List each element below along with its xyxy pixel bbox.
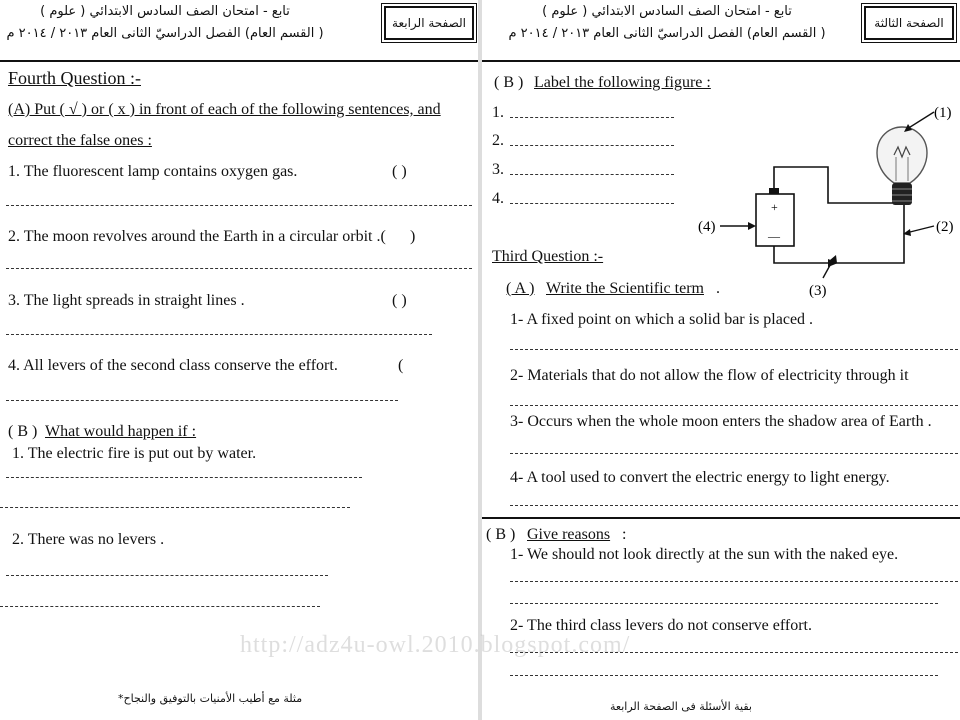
left-header [0,0,478,62]
tf-item-2: 2. The moon revolves around the Earth in a circular orbit .( [8,228,386,245]
answer-line [510,405,958,406]
header-rule [0,60,478,62]
tf-item-3: 3. The light spreads in straight lines . [8,292,245,309]
part-a-label: ( A ) [506,280,535,297]
part-a-title-dot: . [716,280,720,297]
tf-bracket-2: ) [410,228,416,245]
what-if-item-2: 2. There was no levers . [12,531,165,548]
what-if-item-1: 1. The electric fire is put out by water. [12,445,257,462]
label-line-2: 2. [492,132,504,149]
section-rule [482,517,960,519]
tf-bracket-3: ( ) [392,292,407,309]
reasons-title-colon: : [622,526,627,543]
answer-line [510,203,674,204]
answer-line [6,400,398,401]
answer-line [510,505,958,506]
page-label-box: الصفحة الثالثة [864,6,954,40]
figure-label-3: (3) [809,283,827,299]
reasons-part-label: ( B ) [486,526,516,543]
watermark-url: http://adz4u-owl.2010.blogspot.com/ [240,632,631,658]
tf-item-4: 4. All levers of the second class conserve the effort. [8,357,338,374]
header-rule [482,60,960,62]
header-line-2: ( القسم العام) الفصل الدراسيّ الثانى العام ٢٠١٣ / ٢٠١٤ م [508,26,826,41]
battery-minus-sign: — [768,229,780,243]
battery-icon [756,188,794,246]
label-line-3: 3. [492,161,504,178]
term-item-2: 2- Materials that do not allow the flow of electricity through it [510,367,909,384]
answer-line [0,507,350,508]
right-header [482,0,960,62]
header-line-2: ( القسم العام) الفصل الدراسيّ الثانى العام ٢٠١٣ / ٢٠١٤ م [6,26,324,41]
part-a-intro-2: correct the false ones : [8,132,152,149]
term-item-4: 4- A tool used to convert the electric energy to light energy. [510,469,890,486]
label-figure-title: Label the following figure : [534,74,711,91]
answer-line [510,174,674,175]
answer-line [0,606,320,607]
label-line-4: 4. [492,190,504,207]
header-line-1: تابع - امتحان الصف السادس الابتدائي ( علوم ) [40,4,290,19]
tf-bracket-4: ( [398,357,404,374]
left-page [0,0,478,720]
answer-line [510,349,958,350]
left-footer: مثلة مع أطيب الأمنيات بالتوفيق والنجاح* [118,692,303,705]
circuit-wire-right [830,203,904,263]
answer-line [510,145,674,146]
answer-line [510,603,938,604]
arrow-1 [907,112,934,129]
part-b-title: What would happen if : [45,423,197,440]
circuit-wire-bottom [774,245,830,263]
figure-label-4: (4) [698,219,716,235]
part-a-intro-1: (A) Put ( √ ) or ( x ) in front of each of the following sentences, and [8,101,441,118]
light-bulb-icon [877,127,927,205]
fourth-question-title: Fourth Question :- [8,68,141,88]
answer-line [6,334,432,335]
header-line-1: تابع - امتحان الصف السادس الابتدائي ( علوم ) [542,4,792,19]
answer-line [6,205,472,206]
page-label-box: الصفحة الرابعة [384,6,474,40]
answer-line [510,453,958,454]
figure-label-1: (1) [934,105,952,121]
answer-line [510,581,958,582]
reason-item-2: 2- The third class levers do not conserve effort. [510,617,812,634]
answer-line [6,575,328,576]
tf-bracket-1: ( ) [392,163,407,180]
label-part-b-label: ( B ) [494,74,524,91]
battery-plus-sign: + [771,200,778,214]
answer-line [6,477,362,478]
part-a-title: Write the Scientific term [546,280,704,297]
answer-line [510,117,674,118]
third-question-title: Third Question :- [492,248,604,265]
term-item-1: 1- A fixed point on which a solid bar is placed . [510,311,814,328]
figure-label-2: (2) [936,219,954,235]
part-b-label: ( B ) [8,423,38,440]
answer-line [6,268,472,269]
reasons-title: Give reasons [527,526,611,543]
tf-item-1: 1. The fluorescent lamp contains oxygen gas. [8,163,298,180]
reason-item-1: 1- We should not look directly at the sun with the naked eye. [510,546,899,563]
answer-line [510,675,938,676]
circuit-figure [682,95,960,310]
term-item-3: 3- Occurs when the whole moon enters the shadow area of Earth . [510,413,932,430]
label-line-1: 1. [492,104,504,121]
right-page [482,0,960,720]
right-footer: بقية الأسئلة فى الصفحة الرابعة [610,700,752,713]
